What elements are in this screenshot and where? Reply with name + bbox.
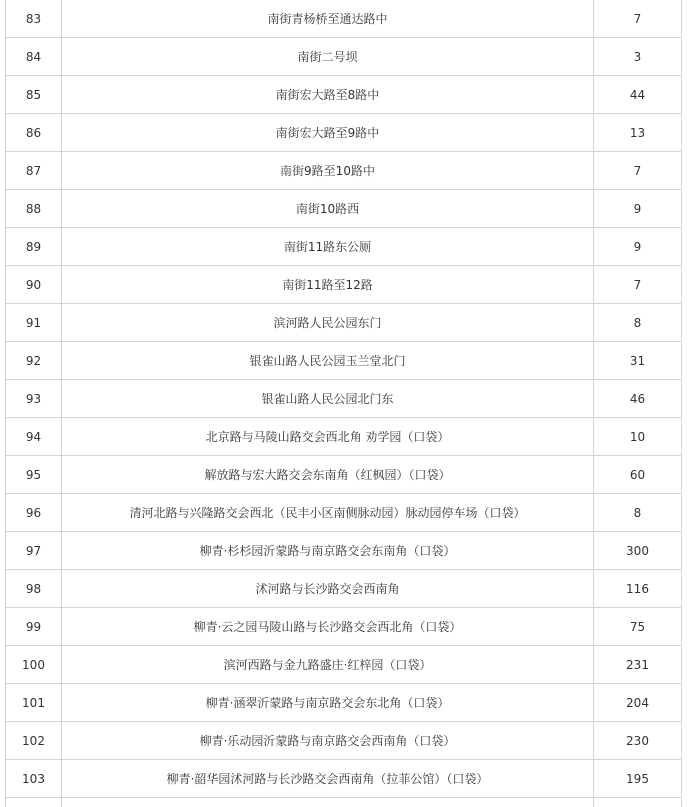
table-row [6,570,682,608]
location-cell: 南街青杨桥至通达路中 [62,0,594,38]
table-row [6,608,682,646]
location-cell: 南街9路至10路中 [62,152,594,190]
row-number-cell: 96 [6,494,62,532]
table-row [6,722,682,760]
row-number-cell: 102 [6,722,62,760]
count-cell: 10 [594,418,682,456]
table-row [6,760,682,798]
row-number-cell: 95 [6,456,62,494]
row-number-cell: 98 [6,570,62,608]
row-number-cell: 84 [6,38,62,76]
count-cell: 8 [594,304,682,342]
table-row [6,152,682,190]
table-row [6,266,682,304]
row-number-cell: 86 [6,114,62,152]
table-row [6,38,682,76]
row-number-cell: 90 [6,266,62,304]
table-row [6,380,682,418]
count-cell: 7 [594,152,682,190]
location-cell: 解放路与宏大路交会东南角（红枫园）（口袋） [62,456,594,494]
location-cell: 南街11路至12路 [62,266,594,304]
row-number-cell: 91 [6,304,62,342]
table-row [6,304,682,342]
row-number-cell: 93 [6,380,62,418]
row-number-cell: 101 [6,684,62,722]
location-cell: 南街二号坝 [62,38,594,76]
count-cell: 204 [594,684,682,722]
count-cell: 44 [594,76,682,114]
location-cell: 南街10路西 [62,190,594,228]
table-row [6,684,682,722]
row-number-cell: 92 [6,342,62,380]
location-cell: 柳青·乐动园沂蒙路与南京路交会西南角（口袋） [62,722,594,760]
location-cell: 南街11路东公厕 [62,228,594,266]
row-number-cell: 94 [6,418,62,456]
table-row [6,418,682,456]
count-cell: 7 [594,266,682,304]
count-cell: 8 [594,494,682,532]
row-number-cell: 88 [6,190,62,228]
count-cell: 195 [594,760,682,798]
count-cell: 116 [594,570,682,608]
count-cell: 231 [594,646,682,684]
row-number-cell: 103 [6,760,62,798]
count-cell: 9 [594,228,682,266]
row-number-cell: 100 [6,646,62,684]
row-number-cell: 83 [6,0,62,38]
count-cell: 300 [594,532,682,570]
location-cell: 柳青·韶华园沭河路与长沙路交会西南角（拉菲公馆）（口袋） [62,760,594,798]
table-row [6,798,682,807]
location-cell: 柳青·杉杉园沂蒙路与南京路交会东南角（口袋） [62,532,594,570]
count-cell: 60 [594,456,682,494]
table-row [6,190,682,228]
location-cell: 柳青·云之园马陵山路与长沙路交会西北角（口袋） [62,608,594,646]
count-cell: 31 [594,342,682,380]
count-cell: 75 [594,608,682,646]
table-row [6,646,682,684]
row-number-cell [6,798,62,807]
location-cell: 清河北路与兴隆路交会西北（民丰小区南侧脉动园）脉动园停车场（口袋） [62,494,594,532]
location-cell: 银雀山路人民公园北门东 [62,380,594,418]
location-cell: 银雀山路人民公园玉兰堂北门 [62,342,594,380]
table-row [6,532,682,570]
parking-spots-table [5,0,682,807]
location-cell: 滨河西路与金九路盛庄·红梓园（口袋） [62,646,594,684]
location-cell: 南街宏大路至8路中 [62,76,594,114]
row-number-cell: 97 [6,532,62,570]
count-cell: 3 [594,38,682,76]
table-row [6,228,682,266]
table-row [6,76,682,114]
table-row [6,456,682,494]
table-row [6,0,682,38]
row-number-cell: 85 [6,76,62,114]
count-cell: 230 [594,722,682,760]
location-cell: 北京路与马陵山路交会西北角 劝学园（口袋） [62,418,594,456]
location-cell [62,798,594,807]
location-cell: 沭河路与长沙路交会西南角 [62,570,594,608]
location-cell: 柳青·涵翠沂蒙路与南京路交会东北角（口袋） [62,684,594,722]
count-cell: 46 [594,380,682,418]
count-cell: 13 [594,114,682,152]
table-row [6,342,682,380]
count-cell [594,798,682,807]
row-number-cell: 89 [6,228,62,266]
location-cell: 南街宏大路至9路中 [62,114,594,152]
row-number-cell: 87 [6,152,62,190]
count-cell: 7 [594,0,682,38]
location-cell: 滨河路人民公园东门 [62,304,594,342]
table-row [6,494,682,532]
count-cell: 9 [594,190,682,228]
table-body [6,0,682,807]
row-number-cell: 99 [6,608,62,646]
table-row [6,114,682,152]
